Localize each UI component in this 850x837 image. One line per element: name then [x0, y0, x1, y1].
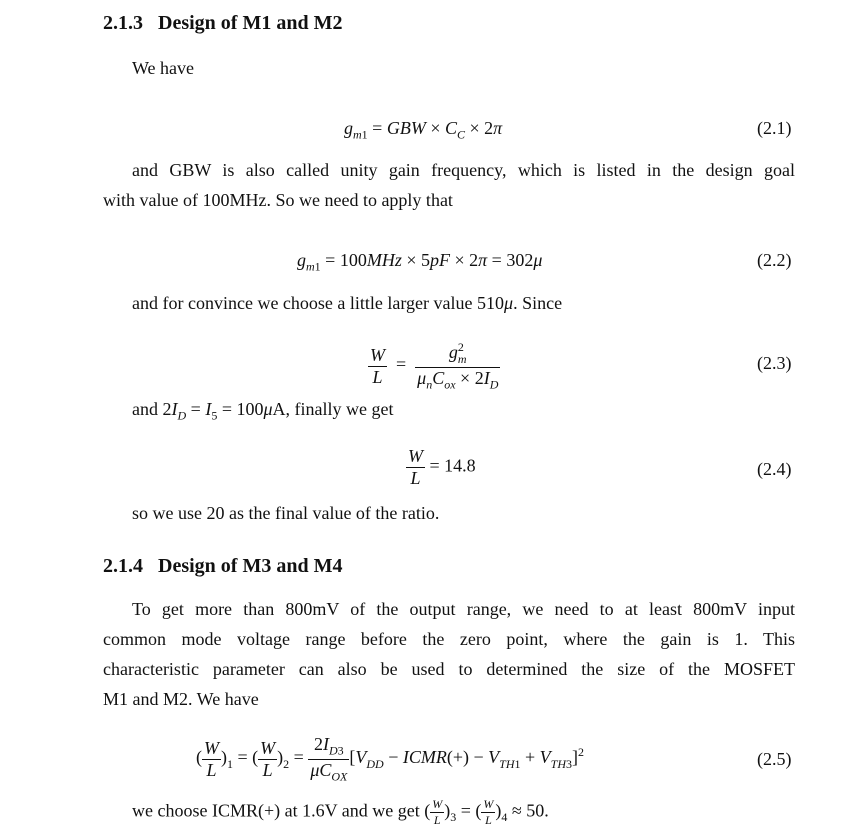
equation: ( $\frac{W}{L}$ )$_1$ = ( $\frac{W}{L}$ )$_2$ = $\frac{2I_{D3}}{\mu C_{OX}}$ [$V_{DD}$ − ICMR(+) − $V_{TH1} + V_{TH3}]^2$: [196, 734, 584, 784]
equation-number: (2.2): [757, 250, 792, 270]
paragraph: and $2I_D = I_5 = 100\mu A$, finally we get: [132, 399, 394, 423]
section-title: Design of M1 and M2: [158, 12, 343, 34]
equation-number: (2.1): [757, 118, 792, 138]
equation-number: (2.3): [757, 353, 792, 373]
paragraph: To get more than 800mV of the output range, we need to at least 800mV input: [132, 599, 795, 619]
paragraph: and GBW is also called unity gain frequency, which is listed in the design goal: [132, 160, 795, 180]
section-heading: [103, 555, 342, 578]
section-number: 2.1.4: [103, 555, 143, 577]
paragraph: M1 and M2. We have: [103, 689, 259, 709]
paragraph: We have: [132, 58, 195, 78]
paragraph: and for convince we choose a little larger value 510μ. Since: [132, 293, 563, 313]
paragraph: with value of 100MHz. So we need to apply that: [103, 190, 453, 210]
equation-number: (2.5): [757, 749, 792, 769]
equation: $\frac{W}{L}$ = $\frac{g^2_m}{\mu_nC_{ox} \times 2I_D}$: [370, 340, 499, 392]
section-number: 2.1.3: [103, 12, 143, 34]
paragraph: characteristic parameter can also be used to determined the size of the MOSFET: [103, 659, 795, 679]
equation: $g_{m1} = 100MHz \times 5pF \times 2\pi = 302\mu$: [297, 250, 543, 274]
equation: $\frac{W}{L}$ = 14.8: [408, 446, 476, 488]
equation: $g_{m1}$ = GBW × $C_C \times 2\pi$: [344, 118, 503, 142]
paragraph: so we use 20 as the final value of the ratio.: [132, 503, 440, 523]
equation-number: (2.4): [757, 459, 792, 479]
paragraph: common mode voltage range before the zero point, where the gain is 1. This: [103, 629, 795, 649]
paragraph: we choose ICMR(+) at 1.6V and we get ( $\frac{W}{L}$ )$_3$ = ( $\frac{W}{L}$ )$_4 \approx 50$.: [132, 797, 549, 827]
section-title: Design of M3 and M4: [158, 555, 343, 577]
section-heading: [103, 12, 342, 35]
